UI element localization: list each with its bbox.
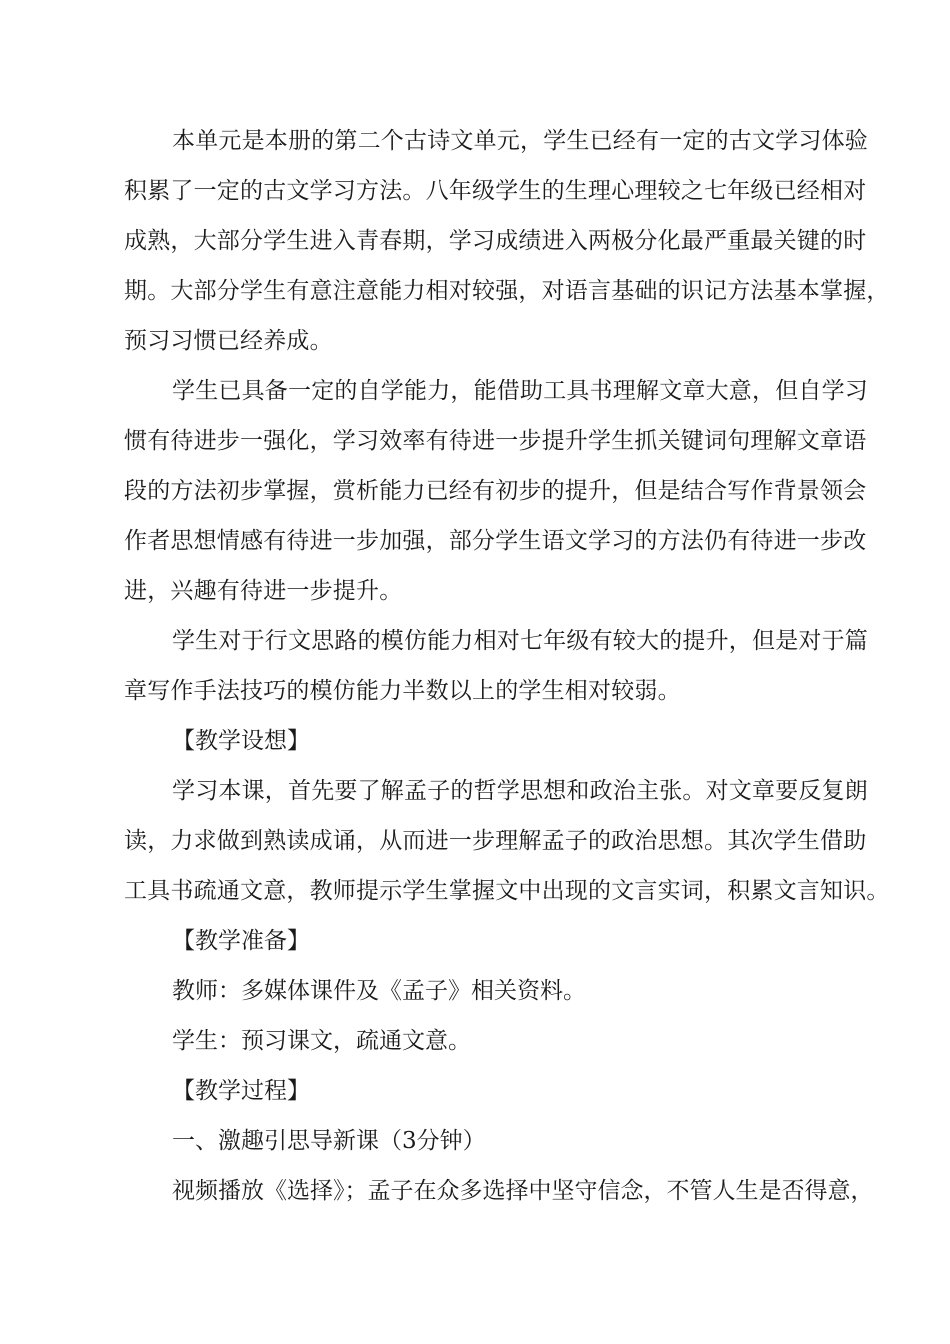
text-line: 进，兴趣有待进一步提升。: [124, 578, 403, 604]
text-line: 积累了一定的古文学习方法。八年级学生的生理心理较之七年级已经相对: [124, 178, 867, 204]
text-line: 段的方法初步掌握，赏析能力已经有初步的提升，但是结合写作背景领会: [124, 478, 867, 504]
text-line: 工具书疏通文意，教师提示学生掌握文中出现的文言实词，积累文言知识。: [124, 878, 890, 904]
text-line: 学生对于行文思路的模仿能力相对七年级有较大的提升，但是对于篇: [172, 628, 868, 654]
text-line: 预习习惯已经养成。: [124, 328, 333, 354]
text-line: 作者思想情感有待进一步加强，部分学生语文学习的方法仍有待进一步改: [124, 528, 867, 554]
text-line: 期。大部分学生有意注意能力相对较强，对语言基础的识记方法基本掌握，: [124, 278, 890, 304]
paragraph-learner-analysis-2: [124, 366, 868, 616]
text-line: 成熟，大部分学生进入青春期，学习成绩进入两极分化最严重最关键的时: [124, 228, 867, 254]
text-line: 学习本课，首先要了解孟子的哲学思想和政治主张。对文章要反复朗: [172, 778, 868, 804]
text-line: 读，力求做到熟读成诵，从而进一步理解孟子的政治思想。其次学生借助: [124, 828, 867, 854]
document-page: [124, 116, 890, 1216]
process-step-1: 一、激趣引思导新课（3分钟）: [172, 1128, 486, 1154]
text-line: 章写作手法技巧的模仿能力半数以上的学生相对较弱。: [124, 678, 681, 704]
section-heading-teaching-prep: 【教学准备】: [172, 928, 310, 954]
section-heading-teaching-design: 【教学设想】: [172, 728, 310, 754]
prep-teacher-line: 教师：多媒体课件及《孟子》相关资料。: [172, 978, 586, 1004]
process-step-1-text: 视频播放《选择》；孟子在众多选择中坚守信念，不管人生是否得意，: [172, 1178, 874, 1204]
paragraph-teaching-design: [124, 766, 890, 916]
paragraph-learner-analysis-1: [124, 116, 890, 366]
text-line: 本单元是本册的第二个古诗文单元，学生已经有一定的古文学习体验: [172, 128, 868, 154]
section-heading-teaching-process: 【教学过程】: [172, 1078, 310, 1104]
paragraph-learner-analysis-3: [124, 616, 868, 716]
prep-student-line: 学生：预习课文，疏通文意。: [172, 1028, 471, 1054]
text-line: 学生已具备一定的自学能力，能借助工具书理解文章大意，但自学习: [172, 378, 868, 404]
text-line: 惯有待进步一强化，学习效率有待进一步提升学生抓关键词句理解文章语: [124, 428, 867, 454]
